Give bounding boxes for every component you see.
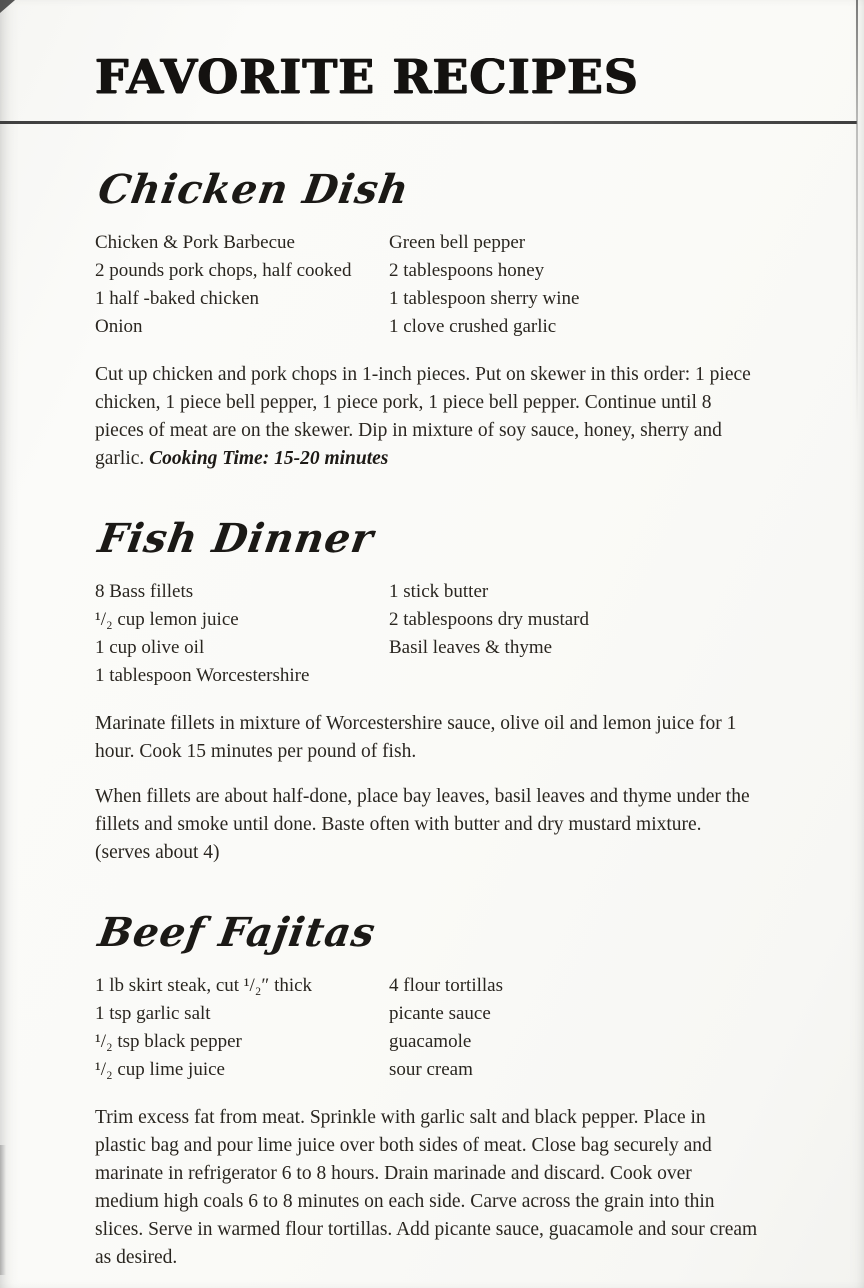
ingredients-columns — [95, 578, 760, 690]
ingredient-item: Onion — [95, 316, 143, 337]
page-title: FAVORITE RECIPES — [95, 50, 639, 105]
ingredient-item: 4 flour tortillas — [389, 975, 503, 996]
ingredient-item: 1 stick butter — [389, 581, 489, 602]
recipe-section-fish-dinner — [95, 515, 760, 867]
ingredients-columns — [95, 229, 760, 341]
ingredient-item: ¹/₂ tsp black pepper — [95, 1031, 242, 1052]
ingredient-list-right — [389, 578, 760, 690]
ingredient-item: picante sauce — [389, 1003, 491, 1024]
ingredient-item: 2 tablespoons dry mustard — [389, 609, 590, 630]
ingredient-item: ¹/₂ cup lime juice — [95, 1059, 225, 1080]
ingredient-item: 1 cup olive oil — [95, 637, 205, 658]
ingredient-item: 1 half -baked chicken — [95, 288, 260, 309]
ingredient-item: ¹/₂ cup lemon juice — [95, 609, 239, 630]
ingredient-list-right — [389, 229, 760, 341]
ingredients-columns — [95, 972, 760, 1084]
ingredient-item: 2 pounds pork chops, half cooked — [95, 260, 352, 281]
instructions-paragraph: When fillets are about half-done, place bay leaves, basil leaves and thyme under the fillets and smoke until done. Baste often with butter and dry mustard mixture. (serves about 4) — [95, 786, 750, 863]
ingredient-list-right — [389, 972, 760, 1084]
ingredient-item: 2 tablespoons honey — [389, 260, 545, 281]
ingredient-item: 1 lb skirt steak, cut ¹/₂″ thick — [95, 975, 313, 996]
recipe-title-chicken-dish: Chicken Dish — [95, 166, 413, 213]
ingredient-item: guacamole — [389, 1031, 472, 1052]
ingredient-item: 8 Bass fillets — [95, 581, 194, 602]
scan-artifact-top-left-corner — [0, 0, 15, 13]
instructions-text: Cut up chicken and pork chops in 1-inch pieces. Put on skewer in this order: 1 piece chicken, 1 piece bell pepper, 1 piece pork, 1 piece bell pepper. Continue until 8 pieces of meat are on the skewer. Dip in mixture of soy sauce, honey, sherry and garlic. — [95, 364, 751, 469]
ingredient-list-left — [95, 578, 389, 690]
page-header — [0, 50, 864, 105]
ingredient-item: Basil leaves & thyme — [389, 637, 553, 658]
recipe-title-beef-fajitas: Beef Fajitas — [95, 909, 380, 956]
ingredient-item: 1 tablespoon Worcestershire — [95, 665, 310, 686]
recipe-section-beef-fajitas — [95, 909, 760, 1272]
ingredient-item: 1 clove crushed garlic — [389, 316, 557, 337]
instructions-paragraph: Marinate fillets in mixture of Worcestershire sauce, olive oil and lemon juice for 1 hour. Cook 15 minutes per pound of fish. — [95, 713, 737, 762]
ingredient-list-left — [95, 972, 389, 1084]
scan-artifact-right-edge — [856, 0, 858, 430]
ingredient-item: sour cream — [389, 1059, 473, 1080]
scan-artifact-bottom-left-edge — [0, 1145, 6, 1275]
ingredient-list-left — [95, 229, 389, 341]
ingredient-item: 1 tablespoon sherry wine — [389, 288, 580, 309]
instructions-paragraph: Trim excess fat from meat. Sprinkle with garlic salt and black pepper. Place in plastic bag and pour lime juice over both sides of meat. Close bag securely and marinate in refrigerator 6 to 8 hours. Drain marinade and discard. Cook over medium high coals 6 to 8 minutes on each side. Carve across the grain into thin slices. Serve in warmed flour tortillas. Add picante sauce, guacamole and sour cream as desired. — [95, 1107, 758, 1268]
recipe-section-chicken-dish — [95, 166, 760, 473]
ingredient-item: 1 tsp garlic salt — [95, 1003, 211, 1024]
ingredient-item: Chicken & Pork Barbecue — [95, 232, 295, 253]
title-divider — [0, 121, 857, 124]
instructions-paragraph — [95, 361, 760, 473]
cooking-time: Cooking Time: 15-20 minutes — [149, 448, 389, 469]
recipe-title-fish-dinner: Fish Dinner — [95, 515, 378, 562]
ingredient-item: Green bell pepper — [389, 232, 526, 253]
